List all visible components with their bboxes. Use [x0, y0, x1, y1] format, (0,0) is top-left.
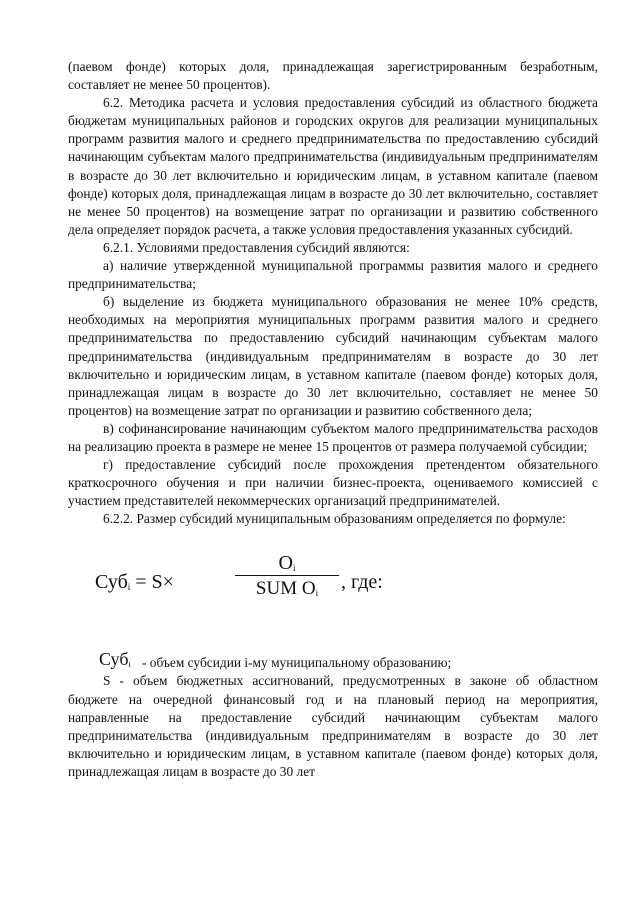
definition-symbol-subscript: i — [128, 660, 131, 670]
formula-lhs — [95, 571, 174, 598]
formula-numerator-subscript: i — [292, 563, 296, 574]
formula-tail: , где: — [341, 571, 383, 594]
formula-denominator-subscript: i — [315, 588, 319, 599]
formula-denominator — [235, 578, 339, 600]
formula-fraction-bar — [235, 575, 339, 576]
formula-denominator-symbol: SUM O — [255, 578, 316, 600]
definition-symbol — [99, 650, 131, 674]
definition-symbol-text: Суб — [99, 649, 129, 670]
subsidy-formula — [68, 542, 598, 620]
formula-equals: = S× — [130, 571, 174, 594]
definition-line — [68, 650, 598, 672]
document-page — [68, 58, 598, 781]
paragraph-condition-g: г) предоставление субсидий после прохождения претендентом обязательного краткосрочного обучения и при наличии бизнес-проекта, оцениваемого комиссией с участием представителей некоммерческих организаций предпринимателей. — [68, 457, 598, 509]
formula-lhs-symbol: Суб — [95, 571, 128, 594]
formula-numerator-symbol: O — [278, 552, 293, 575]
definition-text: - объем субсидии i-му муниципальному образованию; — [142, 655, 452, 671]
paragraph-condition-a: а) наличие утвержденной муниципальной программы развития малого и среднего предпринимательства; — [68, 258, 598, 292]
formula-fraction — [235, 552, 339, 600]
paragraph-6-2: 6.2. Методика расчета и условия предоставления субсидий из областного бюджета бюджетам муниципальных районов и городских округов для реализации муниципальных программ развития малого и среднего предпринимательства по предоставлению субсидий начинающим субъектам малого предпринимательства (индивидуальным предпринимателям в возрасте до 30 лет включительно и юридическим лицам, в уставном капитале (паевом фонде) которых доля, принадлежащая лицам в возрасте до 30 лет включительно, составляет не менее 50 процентов) на возмещение затрат по организации и развитию собственного дела определяет порядок расчета, а также условия предоставления указанных субсидий. — [68, 95, 598, 237]
paragraph-s-definition: S - объем бюджетных ассигнований, предусмотренных в законе об областном бюджете на очередной финансовый год и на плановый период на мероприятия, направленные на предоставление субсидий начинающим субъектам малого предпринимательства (индивидуальным предпринимателям в возрасте до 30 лет включительно и юридическим лицам, в уставном капитале (паевом фонде) которых доля, принадлежащая лицам в возрасте до 30 лет — [68, 673, 598, 779]
paragraph-condition-v: в) софинансирование начинающим субъектом малого предпринимательства расходов на реализацию проекта в размере не менее 15 процентов от размера получаемой субсидии; — [68, 420, 598, 454]
paragraph-6-2-1: 6.2.1. Условиями предоставления субсидий являются: — [103, 239, 410, 255]
paragraph-continuation: (паевом фонде) которых доля, принадлежащая зарегистрированным безработным, составляет не менее 50 процентов). — [68, 59, 598, 93]
formula-lhs-subscript: i — [127, 582, 131, 593]
paragraph-6-2-2: 6.2.2. Размер субсидий муниципальным образованиям определяется по формуле: — [103, 511, 566, 527]
formula-numerator — [235, 552, 339, 574]
paragraph-condition-b: б) выделение из бюджета муниципального образования не менее 10% средств, необходимых на мероприятия муниципальных программ развития малого и среднего предпринимательства по предоставлению субсидий начинающим субъектам малого предпринимательства (индивидуальным предпринимателям в возрасте до 30 лет включительно и юридическим лицам, в уставном капитале (паевом фонде) которых доля, принадлежащая лицам в возрасте до 30 лет включительно, составляет не менее 50 процентов) на возмещение затрат по организации и развитию собственного дела; — [68, 294, 598, 418]
